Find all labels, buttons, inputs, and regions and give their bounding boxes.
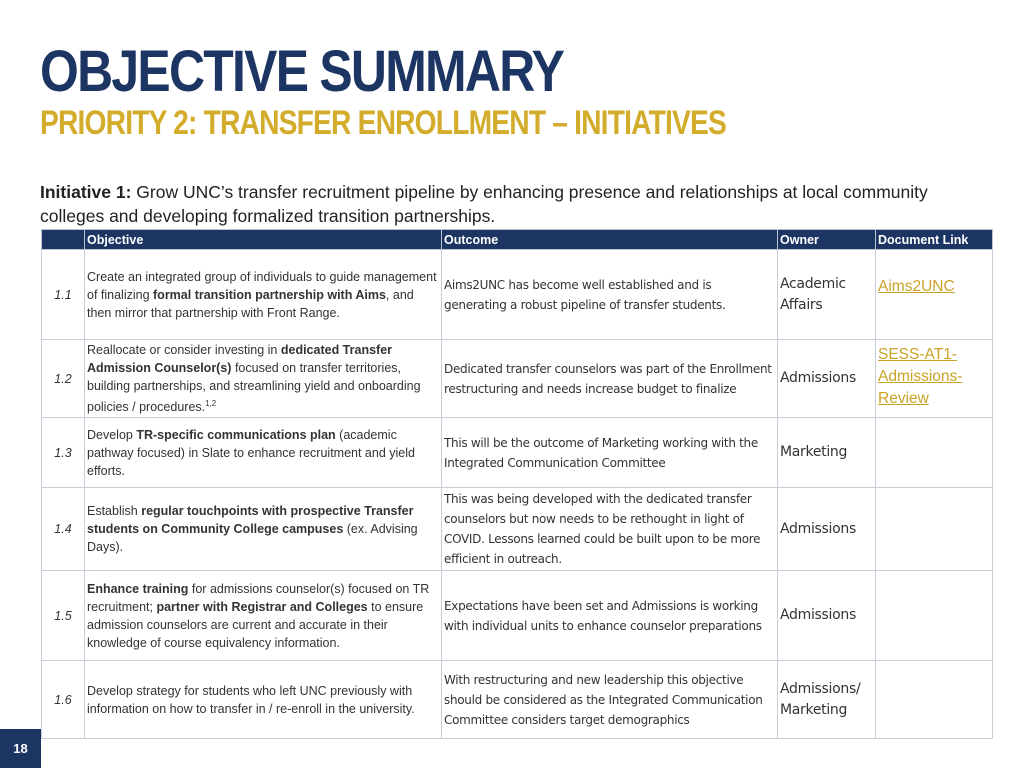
header-objective: Objective — [85, 230, 442, 250]
header-outcome: Outcome — [442, 230, 778, 250]
header-owner: Owner — [778, 230, 876, 250]
page-subtitle: PRIORITY 2: TRANSFER ENROLLMENT – INITIATIVES — [40, 104, 726, 142]
row-owner: Admissions — [778, 571, 876, 661]
footnote-ref: 1,2 — [205, 399, 217, 408]
row-objective: Establish regular touchpoints with prospective Transfer students on Community College campuses (ex. Advising Days). — [85, 488, 442, 571]
row-number: 1.5 — [42, 571, 85, 661]
doc-link-aims2unc[interactable]: Aims2UNC — [878, 277, 955, 295]
row-document-link — [876, 661, 993, 739]
row-number: 1.2 — [42, 340, 85, 418]
objective-table — [41, 229, 993, 739]
row-document-link — [876, 418, 993, 488]
row-number: 1.3 — [42, 418, 85, 488]
row-owner: Admissions — [778, 488, 876, 571]
row-outcome: Dedicated transfer counselors was part of the Enrollment restructuring and needs increase budget to finalize — [442, 340, 778, 418]
row-document-link — [876, 340, 993, 418]
page-title: OBJECTIVE SUMMARY — [40, 39, 564, 104]
row-number: 1.6 — [42, 661, 85, 739]
table-row — [42, 418, 993, 488]
row-document-link — [876, 250, 993, 340]
table-row — [42, 661, 993, 739]
row-number: 1.1 — [42, 250, 85, 340]
table-row — [42, 488, 993, 571]
row-owner: Academic Affairs — [778, 250, 876, 340]
header-document-link: Document Link — [876, 230, 993, 250]
row-objective: Develop TR-specific communications plan (academic pathway focused) in Slate to enhance recruitment and yield efforts. — [85, 418, 442, 488]
table-row — [42, 250, 993, 340]
row-outcome: Expectations have been set and Admissions is working with individual units to enhance counselor preparations — [442, 571, 778, 661]
doc-link-sess-review[interactable]: SESS-AT1-Admissions-Review — [878, 346, 963, 407]
table-row — [42, 340, 993, 418]
row-objective: Reallocate or consider investing in dedicated Transfer Admission Counselor(s) focused on transfer territories, building partnerships, and streamlining yield and onboarding policies / procedures.$^{1,2}$ — [85, 340, 442, 418]
row-number: 1.4 — [42, 488, 85, 571]
row-document-link — [876, 571, 993, 661]
row-owner: Admissions — [778, 340, 876, 418]
header-number — [42, 230, 85, 250]
table-header-row — [42, 230, 993, 250]
row-objective: Enhance training for admissions counselor(s) focused on TR recruitment; partner with Registrar and Colleges to ensure admission counselors are current and accurate in their knowledge of course equivalency information. — [85, 571, 442, 661]
row-owner: Marketing — [778, 418, 876, 488]
row-objective: Develop strategy for students who left UNC previously with information on how to transfer in / re-enroll in the university. — [85, 661, 442, 739]
initiative-label: Initiative 1: — [40, 182, 132, 202]
initiative-text: Grow UNC’s transfer recruitment pipeline by enhancing presence and relationships at local community colleges and developing formalized transition partnerships. — [40, 182, 928, 226]
row-outcome: Aims2UNC has become well established and is generating a robust pipeline of transfer students. — [442, 250, 778, 340]
row-document-link — [876, 488, 993, 571]
row-outcome: This was being developed with the dedicated transfer counselors but now needs to be rethought in light of COVID. Lessons learned could be built upon to be more efficient in outreach. — [442, 488, 778, 571]
row-owner: Admissions/ Marketing — [778, 661, 876, 739]
table-row — [42, 571, 993, 661]
row-outcome: This will be the outcome of Marketing working with the Integrated Communication Committee — [442, 418, 778, 488]
row-outcome: With restructuring and new leadership this objective should be considered as the Integrated Communication Committee considers target demographics — [442, 661, 778, 739]
row-objective: Create an integrated group of individuals to guide management of finalizing formal transition partnership with Aims, and then mirror that partnership with Front Range. — [85, 250, 442, 340]
page-number: 18 — [0, 729, 41, 768]
initiative-statement — [40, 180, 990, 228]
